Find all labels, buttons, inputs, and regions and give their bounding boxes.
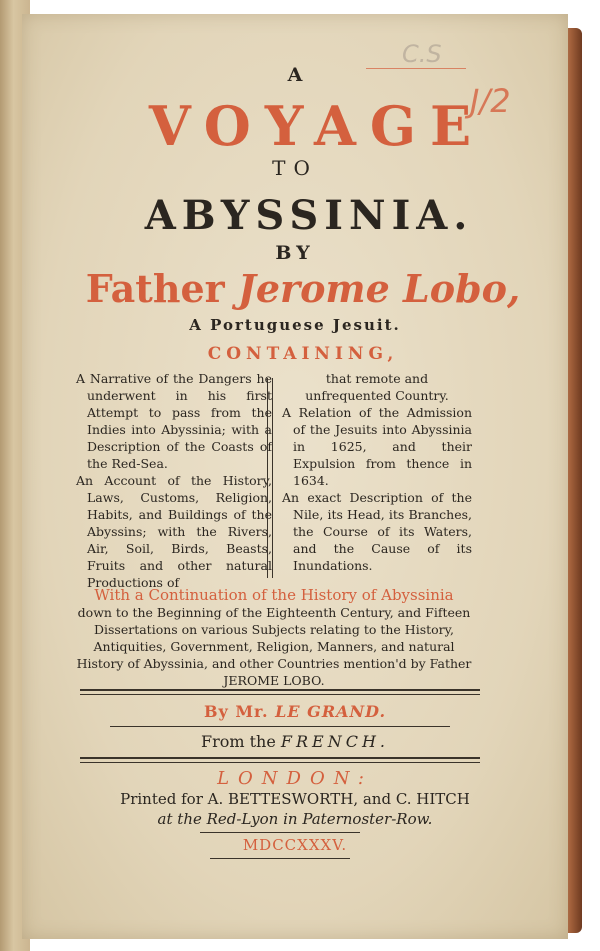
title-abyssinia: ABYSSINIA. [144,192,474,239]
contents-column-right [276,370,472,574]
author-father: Father [85,266,225,311]
contents-entry: that remote and unfrequented Country. [305,371,449,403]
rule-lower [80,757,480,759]
from-the: From the [200,732,276,751]
imprint-city: LONDON: [217,768,373,789]
translator-name: LE GRAND. [275,702,387,721]
french-word: FRENCH. [280,732,390,751]
imprint-address: at the Red-Lyon in Paternoster-Row. [157,810,433,828]
rule-upper-thin [80,694,480,695]
imprint-date: MDCCXXXV. [242,836,348,854]
pencil-annotation-right: J/2 [470,82,511,120]
title-by: BY [275,242,315,264]
continuation-paragraph [76,587,472,689]
author-line [30,266,576,311]
author-descriptor: A Portuguese Jesuit. [189,316,401,334]
rule-upper [80,689,480,691]
imprint-printers: Printed for A. BETTESWORTH, and C. HITCH [120,790,470,808]
title-article: A [287,64,303,86]
contents-entry: A Relation of the Admission of the Jesuits into Abyssinia in 1625, and their Expulsion from thence in 1634. [282,405,472,488]
author-name: Jerome Lobo, [237,266,521,311]
contents-entry: An Account of the History, Laws, Customs, Religion, Habits, and Buildings of the Abyssins; with the Rivers, Air, Soil, Birds, Beasts, Fruits and other natural Productions of [76,473,272,590]
rule-date [200,832,360,833]
contents-column-left [76,370,272,591]
rule-lower-thin [80,762,480,763]
contents-entry: A Narrative of the Dangers he underwent in his first Attempt to pass from the Indies into Abyssinia; with a Description of the Coasts of the Red-Sea. [76,371,272,471]
rule-date-bottom [210,858,350,859]
pencil-annotation-top: C.S [402,40,442,68]
contents-entry: An exact Description of the Nile, its Head, its Branches, the Course of its Waters, and the Cause of its Inundations. [282,490,472,573]
continuation-text: down to the Beginning of the Eighteenth Century, and Fifteen Dissertations on various Subjects relating to the History, Antiquities, Government, Religion, Manners, and natural History of Abyssinia, and other Countries mention'd by Father JEROME LOBO. [76,605,472,688]
title-voyage: VOYAGE [148,94,486,158]
column-divider [267,378,273,578]
translation-line [22,732,568,751]
rule-middle [110,726,450,727]
title-page [22,14,568,939]
containing-heading: CONTAINING, [207,344,399,364]
continuation-lead: With a Continuation of the History of Abyssinia [94,586,454,604]
translator-by: By Mr. [203,702,269,721]
translator-line [22,702,568,721]
title-to: TO [272,156,318,180]
